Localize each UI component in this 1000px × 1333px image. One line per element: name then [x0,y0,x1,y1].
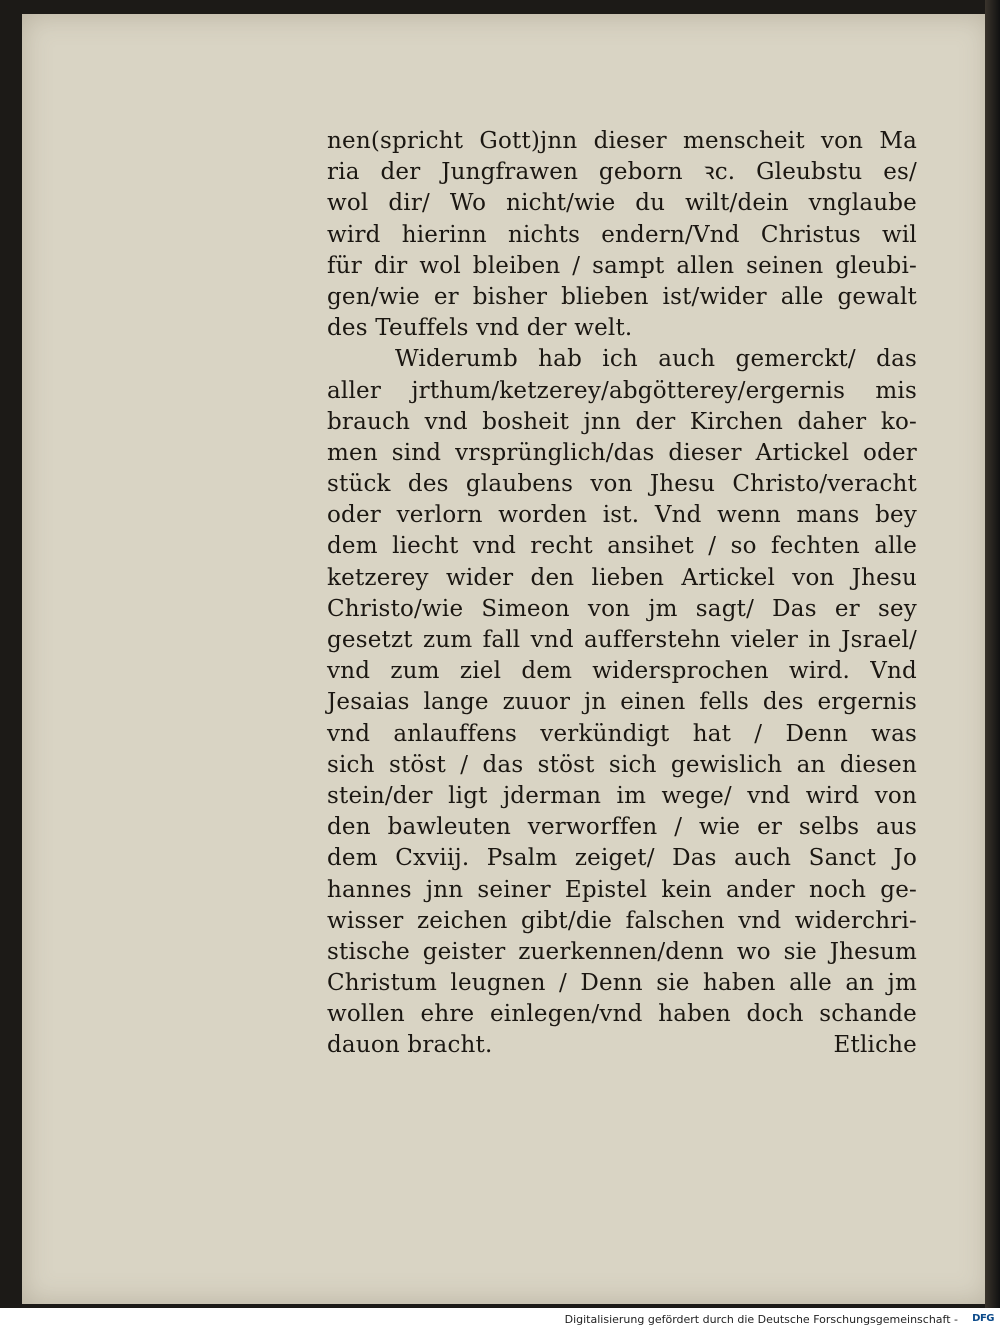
text-line: vnd zum ziel dem widersprochen wird. Vnd [327,658,917,685]
text-line: ketzerey wider den lieben Artickel von Jhesu [327,564,917,591]
page-edge-shadow [985,0,1000,1333]
text-line: Christo/wie Simeon von jm sagt/ Das er sey [327,595,917,622]
text-line: Jesaias lange zuuor jn einen fells des ergernis [327,689,917,716]
text-line: stische geister zuerkennen/denn wo sie Jhesum [327,938,917,965]
text-line: stück des glaubens von Jhesu Christo/veracht [327,471,917,498]
text-line: Christum leugnen / Denn sie haben alle an jm [327,970,917,997]
text-line: wollen ehre einlegen/vnd haben doch schande [327,1001,917,1028]
text-line: wisser zeichen gibt/die falschen vnd widerchri- [327,907,917,934]
text-line: des Teuffels vnd der welt. [327,315,633,342]
text-line: gen/wie er bisher blieben ist/wider alle gewalt [327,283,917,310]
text-line: dem liecht vnd recht ansihet / so fechten alle [327,533,917,560]
book-page [22,14,990,1304]
catchword: Etliche [833,1032,917,1059]
text-line: den bawleuten verworffen / wie er selbs aus [327,814,917,841]
text-line: men sind vrsprünglich/das dieser Artickel oder [327,439,917,466]
text-line: ria der Jungfrawen geborn ꝛc. Gleubstu es/ [327,159,917,186]
text-line: oder verlorn worden ist. Vnd wenn mans bey [327,502,917,529]
text-line: gesetzt zum fall vnd aufferstehn vieler in Jsrael/ [327,627,917,653]
text-line: für dir wol bleiben / sampt allen seinen gleubi- [327,252,917,279]
text-line: aller jrthum/ketzerey/abgötterey/ergernis mis [327,377,917,404]
dfg-logo: DFG [972,1313,994,1324]
text-line: nen(spricht Gott)jnn dieser menscheit von Ma [327,128,917,154]
text-line: vnd anlauffens verkündigt hat / Denn was [327,720,917,747]
text-line-last [327,1030,917,1061]
text-line: brauch vnd bosheit jnn der Kirchen daher ko- [327,408,917,435]
text-line: hannes jnn seiner Epistel kein ander noch ge- [327,876,917,903]
text-line: Widerumb hab ich auch gemerckt/ das [395,346,917,373]
text-line: wol dir/ Wo nicht/wie du wilt/dein vnglaube [327,190,917,217]
text-line: dem Cxviij. Psalm zeiget/ Das auch Sanct Jo [327,845,917,872]
text-line: dauon bracht. [327,1032,493,1059]
footer-bar [0,1308,1000,1333]
text-line: stein/der ligt jderman im wege/ vnd wird von [327,782,917,809]
funding-notice: Digitalisierung gefördert durch die Deutsche Forschungsgemeinschaft - [564,1313,958,1326]
text-line: wird hierinn nichts endern/Vnd Christus wil [327,221,917,248]
text-line: sich stöst / das stöst sich gewislich an diesen [327,751,917,778]
text-block [327,126,917,1062]
